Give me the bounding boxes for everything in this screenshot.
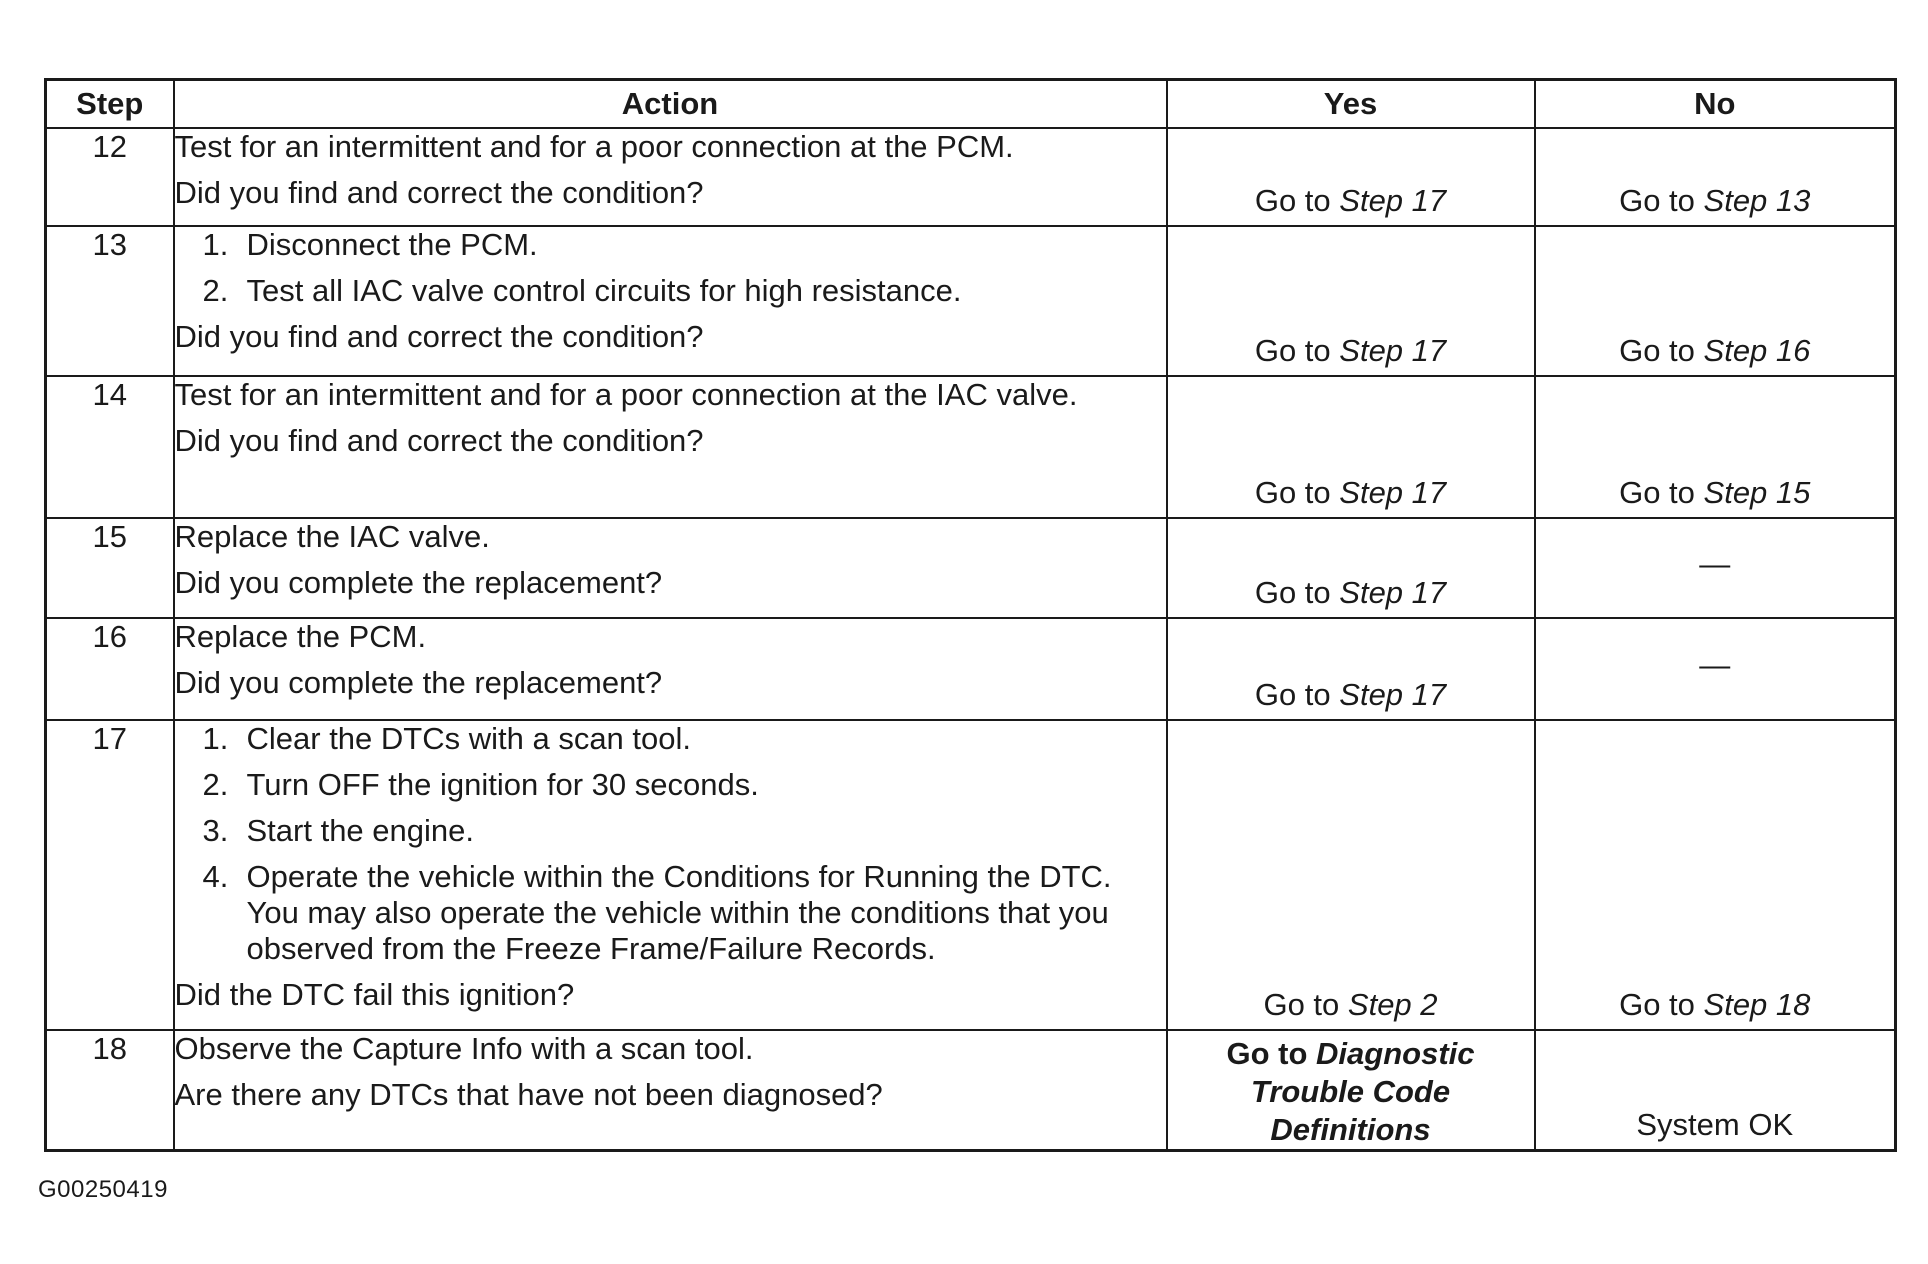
- no-result: [1536, 546, 1895, 582]
- yes-result: [1168, 333, 1534, 369]
- action-cell: [174, 618, 1167, 720]
- action-cell: [174, 226, 1167, 376]
- yes-step-link[interactable]: Step 2: [1347, 987, 1438, 1022]
- substep-text: Disconnect the PCM.: [246, 227, 538, 262]
- action-question: Did you find and correct the condition?: [174, 319, 704, 354]
- action-cell: [174, 518, 1167, 618]
- yes-step-link[interactable]: Step 17: [1339, 575, 1447, 610]
- header-yes: Yes: [1167, 80, 1535, 129]
- action-cell: [174, 720, 1167, 1030]
- action-question: Are there any DTCs that have not been diagnosed?: [174, 1077, 883, 1112]
- yes-cell: [1167, 128, 1535, 226]
- substep-text: Start the engine.: [246, 813, 474, 848]
- action-text: Replace the IAC valve.: [174, 519, 490, 554]
- yes-prefix: Go to: [1254, 575, 1331, 610]
- no-cell: [1535, 720, 1896, 1030]
- no-result: [1536, 475, 1895, 511]
- substep-item: [175, 721, 1166, 757]
- action-question: Did you find and correct the condition?: [174, 423, 704, 458]
- action-cell: [174, 1030, 1167, 1151]
- table-row-step-17: [46, 720, 1896, 1030]
- header-action: Action: [174, 80, 1167, 129]
- substep-item: [175, 227, 1166, 263]
- substep-list: [175, 721, 1166, 967]
- diagnostic-table: [44, 78, 1897, 1152]
- substep-number: 1.: [202, 721, 229, 756]
- step-number: 16: [46, 618, 174, 720]
- action-question: Did you complete the replacement?: [174, 565, 663, 600]
- yes-result: [1168, 183, 1534, 219]
- no-cell: [1535, 1030, 1896, 1151]
- yes-diagnostic-link[interactable]: Diagnostic Trouble Code Definitions: [1250, 1036, 1475, 1147]
- substep-text: Test all IAC valve control circuits for high resistance.: [246, 273, 962, 308]
- table-row-step-18: [46, 1030, 1896, 1151]
- substep-number: 2.: [202, 767, 229, 802]
- substep-item: [175, 813, 1166, 849]
- no-step-link[interactable]: Step 15: [1703, 475, 1811, 510]
- substep-text: Turn OFF the ignition for 30 seconds.: [246, 767, 759, 802]
- diagnostic-table-container: [44, 78, 1894, 1152]
- header-row: [46, 80, 1896, 129]
- yes-prefix: Go to: [1254, 475, 1331, 510]
- no-step-link[interactable]: Step 18: [1703, 987, 1811, 1022]
- no-result: [1536, 183, 1895, 219]
- no-step-link[interactable]: Step 13: [1703, 183, 1811, 218]
- step-number: 12: [46, 128, 174, 226]
- yes-step-link[interactable]: Step 17: [1339, 677, 1447, 712]
- table-row-step-15: [46, 518, 1896, 618]
- no-dash: —: [1699, 546, 1731, 582]
- no-result: [1536, 333, 1895, 369]
- yes-step-link[interactable]: Step 17: [1339, 183, 1447, 218]
- yes-prefix: Go to: [1263, 987, 1340, 1022]
- substep-number: 1.: [202, 227, 229, 262]
- substep-number: 2.: [202, 273, 229, 308]
- action-text: Replace the PCM.: [174, 619, 427, 654]
- step-number: 18: [46, 1030, 174, 1151]
- yes-cell: [1167, 376, 1535, 518]
- no-result: [1536, 1107, 1895, 1143]
- substep-text: Clear the DTCs with a scan tool.: [246, 721, 692, 756]
- table-row-step-13: [46, 226, 1896, 376]
- figure-id: G00250419: [38, 1176, 168, 1203]
- no-prefix: Go to: [1619, 475, 1695, 510]
- no-step-link[interactable]: Step 16: [1703, 333, 1811, 368]
- table-row-step-14: [46, 376, 1896, 518]
- yes-result: [1168, 987, 1534, 1023]
- no-cell: [1535, 518, 1896, 618]
- no-prefix: Go to: [1619, 333, 1695, 368]
- no-prefix: Go to: [1619, 183, 1695, 218]
- no-prefix: Go to: [1619, 987, 1695, 1022]
- no-system-ok: System OK: [1636, 1107, 1794, 1142]
- step-number: 13: [46, 226, 174, 376]
- no-cell: [1535, 128, 1896, 226]
- no-result: [1536, 987, 1895, 1023]
- yes-result: [1168, 575, 1534, 611]
- action-text: Test for an intermittent and for a poor connection at the PCM.: [174, 129, 1014, 164]
- no-dash: —: [1699, 647, 1731, 683]
- action-question: Did you find and correct the condition?: [174, 175, 704, 210]
- substep-item: [175, 859, 1166, 967]
- header-step: Step: [46, 80, 174, 129]
- no-cell: [1535, 618, 1896, 720]
- yes-cell: [1167, 720, 1535, 1030]
- yes-step-link[interactable]: Step 17: [1339, 333, 1447, 368]
- yes-result: [1168, 475, 1534, 511]
- substep-number: 4.: [202, 859, 229, 894]
- action-cell: [174, 376, 1167, 518]
- substep-number: 3.: [202, 813, 229, 848]
- yes-cell: [1167, 226, 1535, 376]
- step-number: 15: [46, 518, 174, 618]
- step-number: 17: [46, 720, 174, 1030]
- substep-item: [175, 767, 1166, 803]
- action-question: Did you complete the replacement?: [174, 665, 663, 700]
- substep-list: [175, 227, 1166, 309]
- action-text: Test for an intermittent and for a poor connection at the IAC valve.: [174, 377, 1078, 412]
- action-text: Observe the Capture Info with a scan tool.: [174, 1031, 754, 1066]
- no-cell: [1535, 376, 1896, 518]
- table-row-step-12: [46, 128, 1896, 226]
- yes-step-link[interactable]: Step 17: [1339, 475, 1447, 510]
- table-row-step-16: [46, 618, 1896, 720]
- no-result: [1536, 647, 1895, 683]
- no-cell: [1535, 226, 1896, 376]
- yes-prefix: Go to: [1254, 183, 1331, 218]
- yes-result: [1168, 1031, 1534, 1149]
- yes-cell: [1167, 1030, 1535, 1151]
- yes-prefix: Go to: [1226, 1036, 1308, 1071]
- yes-result: [1168, 677, 1534, 713]
- yes-prefix: Go to: [1254, 333, 1331, 368]
- yes-prefix: Go to: [1254, 677, 1331, 712]
- substep-item: [175, 273, 1166, 309]
- action-question: Did the DTC fail this ignition?: [174, 977, 575, 1012]
- action-cell: [174, 128, 1167, 226]
- step-number: 14: [46, 376, 174, 518]
- yes-cell: [1167, 618, 1535, 720]
- header-no: No: [1535, 80, 1896, 129]
- substep-text: Operate the vehicle within the Conditions for Running the DTC. You may also operate the vehicle within the conditions that you observed from the Freeze Frame/Failure Records.: [246, 859, 1112, 966]
- yes-cell: [1167, 518, 1535, 618]
